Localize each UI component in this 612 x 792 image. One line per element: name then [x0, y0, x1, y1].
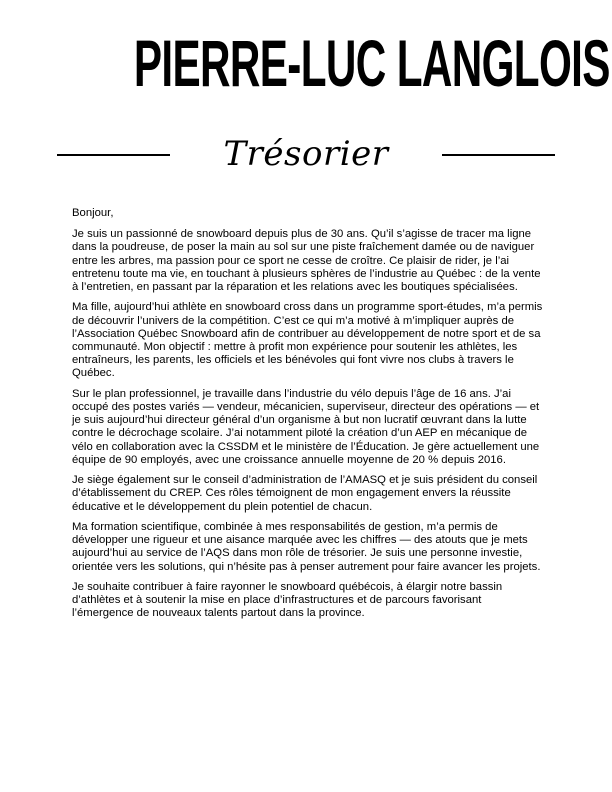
- candidate-name-text: PIERRE-LUC LANGLOIS: [133, 26, 610, 100]
- paragraph: Ma fille, aujourd’hui athlète en snowboard cross dans un programme sport-études, m’a permis de découvrir l’univers de la compétition. C’est ce qui m’a motivé à m’impliquer auprès de l’Association Québec Snowboard afin de contribuer au développement de notre sport et de sa communauté. Mon objectif : mettre à profit mon expérience pour soutenir les athlètes, les entraîneurs, les parents, les officiels et les bénévoles qui font vivre nos clubs à travers le Québec.: [72, 301, 543, 380]
- role-title: Trésorier: [223, 134, 389, 174]
- candidate-name: [0, 20, 612, 106]
- paragraph: Ma formation scientifique, combinée à mes responsabilités de gestion, m’a permis de développer une rigueur et une aisance marquée avec les chiffres — des atouts que je mets aujourd’hui au service de l’AQS dans mon rôle de trésorier. Je suis une personne investie, orientée vers les solutions, qui n’hésite pas à penser autrement pour faire avancer les projets.: [72, 521, 541, 573]
- paragraph: Je souhaite contribuer à faire rayonner le snowboard québécois, à élargir notre bassin d’athlètes et à soutenir la mise en place d’infrastructures et de parcours favorisant l’émergence de nouveaux talents partout dans la province.: [72, 581, 503, 620]
- left-divider-line: [57, 154, 170, 156]
- role-banner: [0, 128, 612, 180]
- letter-body: [72, 207, 546, 628]
- right-divider-line: [442, 154, 555, 156]
- greeting: Bonjour,: [72, 207, 114, 219]
- paragraph: Je siège également sur le conseil d’administration de l’AMASQ et je suis président du conseil d’établissement du CREP. Ces rôles témoignent de mon engagement envers la réussite éducative et le développement du plein potentiel de chacun.: [72, 474, 538, 513]
- paragraph: Sur le plan professionnel, je travaille dans l’industrie du vélo depuis l’âge de 16 ans. J’ai occupé des postes variés — vendeur, mécanicien, superviseur, directeur des opérations — et je suis aujourd’hui directeur général d’un organisme à but non lucratif œuvrant dans la lutte contre le décrochage scolaire. J’ai notamment piloté la création d’un AEP en mécanique de vélo en collaboration avec la CSSDM et le ministère de l’Éducation. Je gère actuellement une équipe de 90 employés, avec une croissance annuelle moyenne de 20 % depuis 2016.: [72, 387, 540, 466]
- paragraph: Je suis un passionné de snowboard depuis plus de 30 ans. Qu’il s’agisse de tracer ma ligne dans la poudreuse, de poser la main au sol sur une piste fraîchement damée ou de naviguer entre les arbres, ma passion pour ce sport ne cesse de croître. Ce plaisir de rider, je l’ai entretenu toute ma vie, en touchant à plusieurs sphères de l’industrie au Québec : de la vente à l’entretien, en passant par la réparation et les relations avec les boutiques spécialisées.: [72, 228, 541, 294]
